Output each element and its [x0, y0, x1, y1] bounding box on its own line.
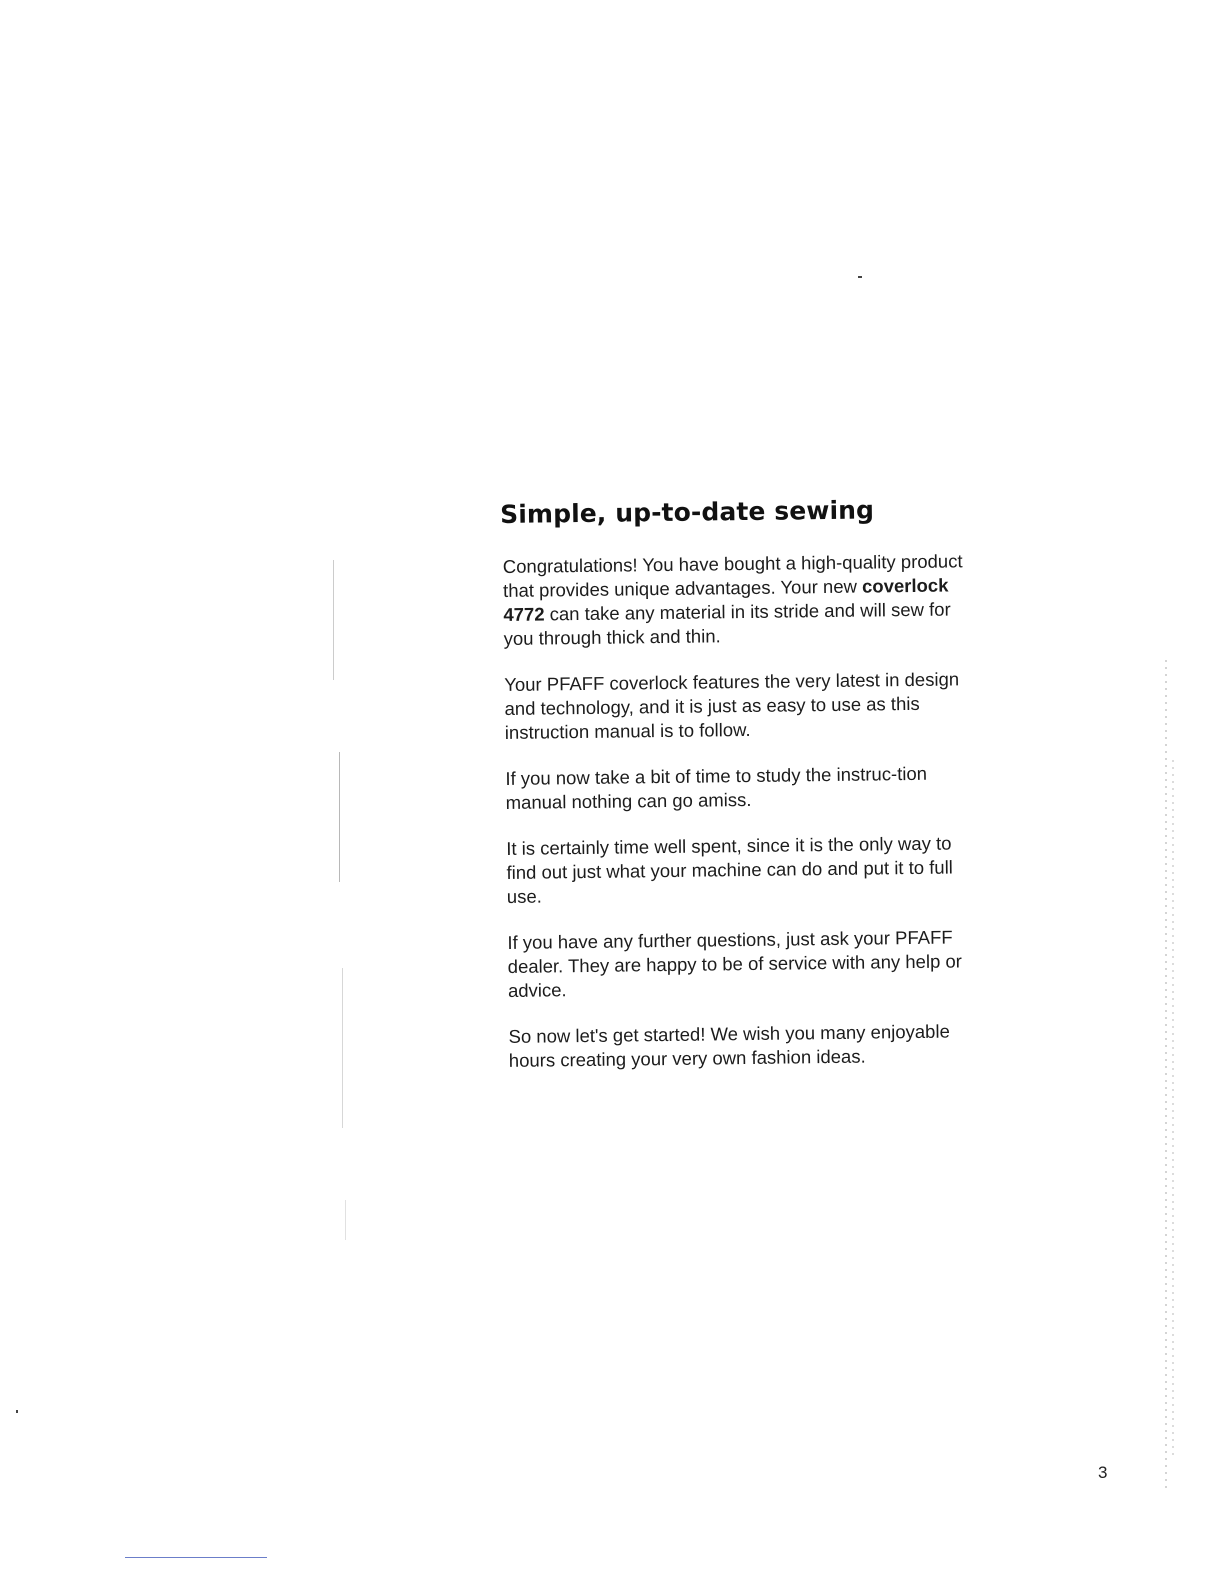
paragraph-closing: So now let's get started! We wish you many enjoyable hours creating your very own fashion ideas. [508, 1020, 950, 1071]
scan-artifact-edge [1165, 660, 1167, 1490]
scan-artifact-line [339, 752, 340, 882]
paragraph-intro-end: can take any material in its stride and will sew for you through thick and thin. [503, 598, 951, 649]
page-number: 3 [1098, 1463, 1108, 1482]
bottom-rule [125, 1557, 267, 1558]
paragraph-intro-start: Congratulations! You have bought a high-quality product that provides unique advantages. Your new [502, 550, 963, 601]
content-block [500, 494, 987, 1095]
paragraph-time: It is certainly time well spent, since it is the only way to find out just what your machine can do and put it to full use. [506, 832, 953, 907]
paragraph-design: Your PFAFF coverlock features the very latest in design and technology, and it is just as easy to use as this instruction manual is to follow. [504, 668, 960, 743]
scan-artifact-line [342, 968, 343, 1128]
scan-speck [858, 276, 862, 278]
paragraph-intro [503, 549, 982, 651]
model-name: coverlock 4772 [503, 574, 949, 625]
scan-artifact-edge [1172, 760, 1174, 1460]
scan-speck [16, 1410, 18, 1413]
scan-artifact-line [345, 1200, 346, 1240]
page-title: Simple, up-to-date sewing [500, 495, 875, 529]
scan-artifact-line [333, 560, 334, 680]
paragraph-study: If you now take a bit of time to study the instruc-tion manual nothing can go amiss. [505, 762, 928, 813]
paragraph-dealer: If you have any further questions, just ask your PFAFF dealer. They are happy to be of service with any help or advice. [507, 926, 963, 1001]
